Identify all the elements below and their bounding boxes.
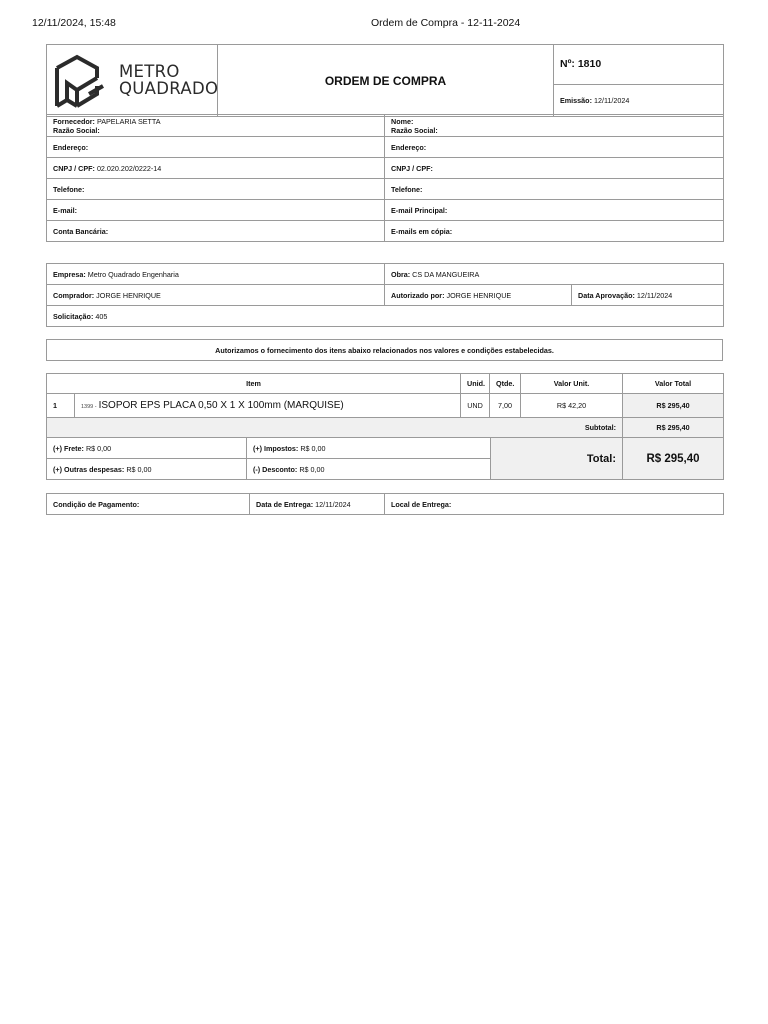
emails-copia-label: E-mails em cópia: bbox=[391, 226, 453, 236]
metro-quadrado-logo-icon bbox=[53, 50, 111, 110]
order-number bbox=[554, 45, 724, 85]
fornecedor-label: Fornecedor: bbox=[53, 116, 95, 126]
cnpj-value: 02.020.202/0222-14 bbox=[96, 163, 162, 173]
item-unit: UND bbox=[461, 394, 490, 418]
comprador-value: JORGE HENRIQUE bbox=[96, 290, 161, 300]
payment-table bbox=[46, 493, 724, 515]
local-entrega-label: Local de Entrega: bbox=[391, 499, 452, 509]
condicao-pagamento-label: Condição de Pagamento: bbox=[53, 499, 140, 509]
nome-field bbox=[385, 115, 724, 137]
col-qtde: Qtde. bbox=[490, 374, 521, 394]
recipient-endereco-field bbox=[385, 137, 724, 158]
item-qty: 7,00 bbox=[490, 394, 521, 418]
item-total: R$ 295,40 bbox=[623, 394, 724, 418]
item-description-cell bbox=[75, 394, 461, 418]
frete-field bbox=[47, 438, 247, 459]
total-label: Total: bbox=[491, 438, 623, 480]
recipient-cnpj-label: CNPJ / CPF: bbox=[391, 163, 433, 173]
emissao-label: Emissão: bbox=[560, 95, 592, 105]
local-entrega-field bbox=[385, 494, 724, 515]
solicitacao-value: 405 bbox=[95, 311, 108, 321]
print-doc-title: Ordem de Compra - 12-11-2024 bbox=[371, 17, 521, 29]
razao-social-label: Razão Social: bbox=[53, 125, 100, 135]
items-table bbox=[46, 373, 724, 438]
desconto-label: (-) Desconto: bbox=[253, 464, 298, 474]
authorization-text: Autorizamos o fornecimento dos itens abaixo relacionados nos valores e condições estabelecidas. bbox=[47, 340, 723, 361]
empresa-label: Empresa: bbox=[53, 269, 86, 279]
outras-despesas-field bbox=[47, 459, 247, 480]
item-code: 1399 - bbox=[81, 404, 97, 410]
solicitacao-field bbox=[47, 306, 724, 327]
obra-field bbox=[385, 264, 724, 285]
data-entrega-label: Data de Entrega: bbox=[256, 499, 314, 509]
endereco-label: Endereço: bbox=[53, 142, 89, 152]
totals-table bbox=[46, 437, 724, 480]
subtotal-value: R$ 295,40 bbox=[623, 418, 724, 438]
data-entrega-value: 12/11/2024 bbox=[315, 499, 351, 509]
order-header bbox=[46, 44, 724, 117]
empresa-value: Metro Quadrado Engenharia bbox=[87, 269, 179, 279]
data-aprovacao-value: 12/11/2024 bbox=[636, 290, 673, 300]
comprador-label: Comprador: bbox=[53, 290, 95, 300]
page-title: ORDEM DE COMPRA bbox=[218, 45, 554, 117]
autorizado-field bbox=[385, 285, 572, 306]
logo bbox=[47, 45, 218, 117]
col-valor-total: Valor Total bbox=[623, 374, 724, 394]
data-aprovacao-field bbox=[572, 285, 724, 306]
print-header bbox=[32, 17, 736, 31]
supplier-table bbox=[46, 114, 724, 242]
fornecedor-value: PAPELARIA SETTA bbox=[96, 116, 161, 126]
recipient-telefone-field bbox=[385, 179, 724, 200]
solicitacao-label: Solicitação: bbox=[53, 311, 94, 321]
impostos-field bbox=[247, 438, 491, 459]
data-aprovacao-label: Data Aprovação: bbox=[578, 290, 635, 300]
email-principal-label: E-mail Principal: bbox=[391, 205, 448, 215]
endereco-field bbox=[47, 137, 385, 158]
telefone-label: Telefone: bbox=[53, 184, 85, 194]
impostos-label: (+) Impostos: bbox=[253, 443, 299, 453]
col-unid: Unid. bbox=[461, 374, 490, 394]
email-field bbox=[47, 200, 385, 221]
cnpj-field bbox=[47, 158, 385, 179]
impostos-value: R$ 0,00 bbox=[300, 443, 326, 453]
frete-label: (+) Frete: bbox=[53, 443, 84, 453]
desconto-value: R$ 0,00 bbox=[299, 464, 325, 474]
company-table bbox=[46, 263, 724, 327]
desconto-field bbox=[247, 459, 491, 480]
comprador-field bbox=[47, 285, 385, 306]
col-valor-unit: Valor Unit. bbox=[521, 374, 623, 394]
logo-text-metro: METRO bbox=[119, 62, 180, 81]
print-datetime: 12/11/2024, 15:48 bbox=[32, 17, 116, 29]
data-entrega-field bbox=[250, 494, 385, 515]
conta-bancaria-field bbox=[47, 221, 385, 242]
item-unit-price: R$ 42,20 bbox=[521, 394, 623, 418]
total-value: R$ 295,40 bbox=[623, 438, 724, 480]
item-description: ISOPOR EPS PLACA 0,50 X 1 X 100mm (MARQUISE) bbox=[98, 400, 344, 411]
email-principal-field bbox=[385, 200, 724, 221]
subtotal-row bbox=[47, 418, 724, 438]
email-label: E-mail: bbox=[53, 205, 77, 215]
emissao-field bbox=[554, 84, 724, 116]
nome-label: Nome: bbox=[391, 116, 414, 126]
subtotal-label: Subtotal: bbox=[47, 418, 623, 438]
item-index: 1 bbox=[47, 394, 75, 418]
col-item: Item bbox=[47, 374, 461, 394]
order-number-label: Nº: bbox=[560, 58, 575, 70]
recipient-cnpj-field bbox=[385, 158, 724, 179]
empresa-field bbox=[47, 264, 385, 285]
emails-copia-field bbox=[385, 221, 724, 242]
telefone-field bbox=[47, 179, 385, 200]
obra-value: CS DA MANGUEIRA bbox=[412, 269, 480, 279]
autorizado-value: JORGE HENRIQUE bbox=[446, 290, 512, 300]
emissao-value: 12/11/2024 bbox=[593, 95, 630, 105]
logo-text-quadrado: QUADRADO bbox=[119, 79, 219, 98]
fornecedor-field bbox=[47, 115, 385, 137]
recipient-telefone-label: Telefone: bbox=[391, 184, 423, 194]
items-table-header bbox=[47, 374, 724, 394]
cnpj-label: CNPJ / CPF: bbox=[53, 163, 95, 173]
outras-despesas-value: R$ 0,00 bbox=[126, 464, 152, 474]
authorization-box bbox=[46, 339, 723, 361]
table-row bbox=[47, 394, 724, 418]
autorizado-label: Autorizado por: bbox=[391, 290, 445, 300]
obra-label: Obra: bbox=[391, 269, 411, 279]
frete-value: R$ 0,00 bbox=[85, 443, 112, 453]
recipient-razao-label: Razão Social: bbox=[391, 125, 438, 135]
outras-despesas-label: (+) Outras despesas: bbox=[53, 464, 125, 474]
conta-bancaria-label: Conta Bancária: bbox=[53, 226, 109, 236]
order-number-value: 1810 bbox=[577, 58, 602, 70]
condicao-pagamento-field bbox=[47, 494, 250, 515]
recipient-endereco-label: Endereço: bbox=[391, 142, 427, 152]
